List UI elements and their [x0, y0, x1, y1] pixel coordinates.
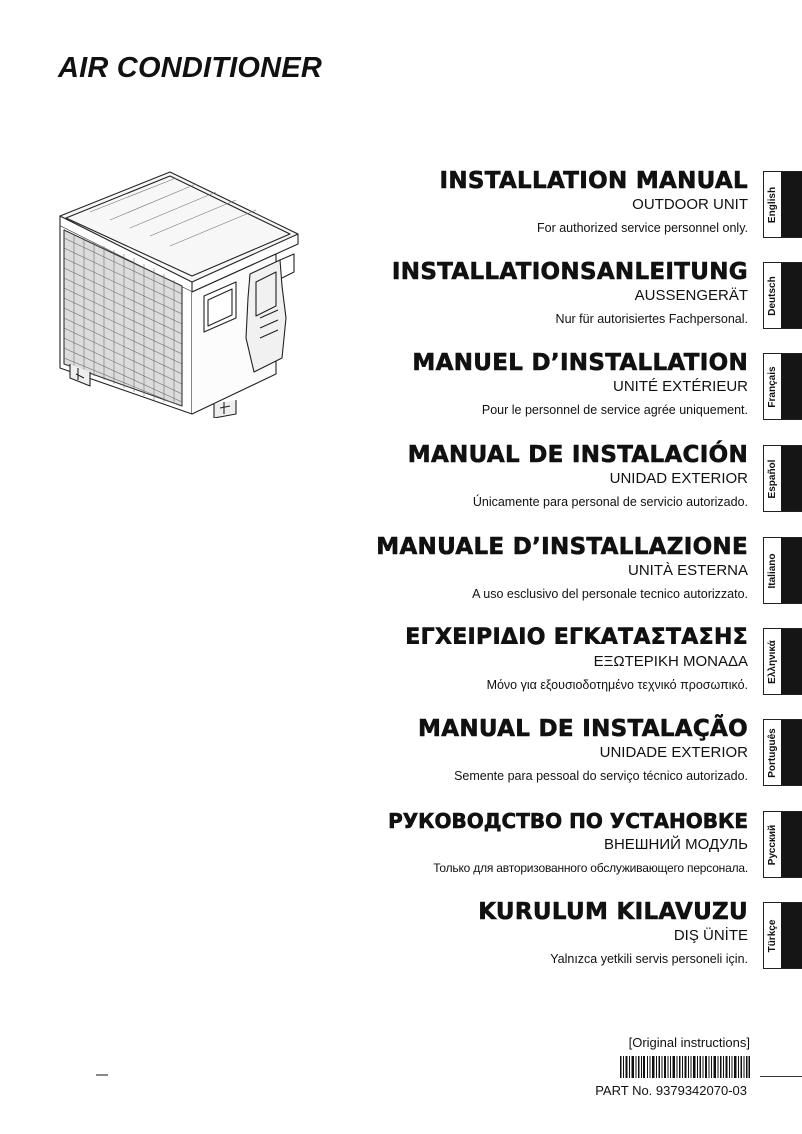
tab-portugues[interactable]	[763, 719, 802, 786]
section-francais	[328, 350, 748, 418]
section-subtitle: UNIDADE EXTERIOR	[599, 744, 748, 761]
section-deutsch	[328, 259, 748, 327]
section-heading: KURULUM KILAVUZU	[478, 899, 748, 925]
section-note: For authorized service personnel only.	[537, 221, 748, 235]
section-heading: MANUAL DE INSTALACIÓN	[407, 442, 748, 468]
section-subtitle: UNITÉ EXTÉRIEUR	[612, 378, 748, 395]
section-subtitle: ВНЕШНИЙ МОДУЛЬ	[603, 836, 748, 853]
section-subtitle: DIŞ ÜNİTE	[673, 927, 748, 944]
tab-turkce[interactable]	[763, 902, 802, 969]
tab-label: Italiano	[767, 553, 778, 589]
section-greek	[328, 625, 748, 693]
section-heading: MANUALE D’INSTALLAZIONE	[376, 534, 748, 560]
tab-label: English	[767, 186, 778, 223]
section-turkce	[328, 899, 748, 967]
section-subtitle: UNIDAD EXTERIOR	[609, 470, 748, 487]
section-note: Μόνο για εξουσιοδοτημένο τεχνικό προσωπικό.	[486, 678, 748, 692]
section-note: Nur für autorisiertes Fachpersonal.	[555, 312, 748, 326]
section-note: Yalnızca yetkili servis personeli için.	[550, 952, 748, 966]
section-heading: ΕΓΧΕΙΡΙΔΙΟ ΕΓΚΑΤΑΣΤΑΣΗΣ	[405, 625, 748, 650]
section-note: A uso esclusivo del personale tecnico autorizzato.	[472, 587, 748, 601]
divider	[760, 1076, 802, 1077]
tab-russian[interactable]	[763, 811, 802, 878]
tab-deutsch[interactable]	[763, 262, 802, 329]
section-heading: MANUEL D’INSTALLATION	[412, 350, 748, 376]
outdoor-unit-illustration	[50, 168, 310, 418]
section-subtitle: UNITÀ ESTERNA	[627, 562, 748, 579]
section-subtitle: OUTDOOR UNIT	[632, 196, 748, 213]
original-instructions-note: [Original instructions]	[628, 1035, 750, 1050]
barcode-icon	[620, 1056, 750, 1078]
section-espanol	[328, 442, 748, 510]
section-note: Semente para pessoal do serviço técnico autorizado.	[454, 769, 748, 783]
section-subtitle: ΕΞΩΤΕΡΙΚΗ ΜΟΝΑΔΑ	[593, 653, 748, 670]
tab-espanol[interactable]	[763, 445, 802, 512]
document-title: AIR CONDITIONER	[58, 52, 322, 84]
tab-label: Türkçe	[767, 919, 778, 952]
tab-francais[interactable]	[763, 353, 802, 420]
section-italiano	[328, 534, 748, 602]
tab-label: Español	[767, 459, 778, 498]
section-heading: INSTALLATIONSANLEITUNG	[391, 259, 748, 285]
section-portugues	[328, 716, 748, 784]
tab-label: Русский	[767, 824, 778, 865]
registration-mark	[96, 1074, 108, 1076]
part-number: PART No. 9379342070-03	[595, 1083, 747, 1098]
section-heading: MANUAL DE INSTALAÇÃO	[418, 716, 748, 742]
tab-italiano[interactable]	[763, 537, 802, 604]
section-subtitle: AUSSENGERÄT	[634, 287, 748, 304]
tab-english[interactable]	[763, 171, 802, 238]
tab-label: Français	[767, 365, 778, 408]
section-note: Únicamente para personal de servicio autorizado.	[472, 495, 748, 509]
section-english	[328, 168, 748, 236]
section-note: Pour le personnel de service agrée uniquement.	[481, 403, 748, 417]
tab-label: Ελληνικά	[767, 639, 778, 684]
tab-greek[interactable]	[763, 628, 802, 695]
tab-label: Deutsch	[767, 275, 778, 316]
section-russian	[328, 808, 748, 876]
section-heading: INSTALLATION MANUAL	[439, 168, 748, 194]
section-heading: РУКОВОДСТВО ПО УСТАНОВКЕ	[388, 809, 748, 833]
section-note: Только для авторизованного обслуживающего персонала.	[433, 861, 748, 875]
tab-label: Português	[767, 727, 778, 778]
